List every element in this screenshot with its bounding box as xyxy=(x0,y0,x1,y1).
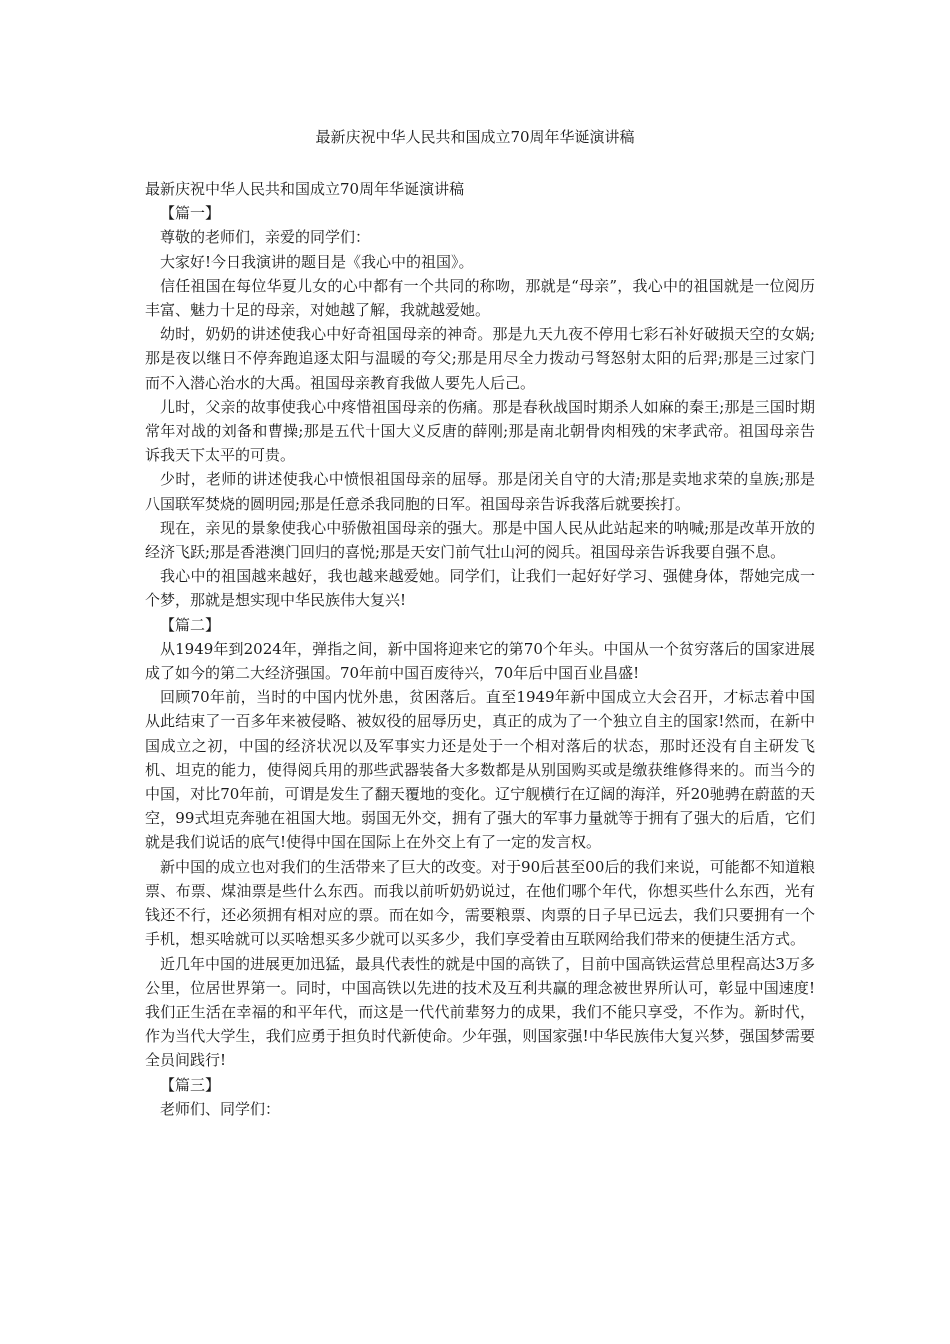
document-subtitle: 最新庆祝中华人民共和国成立70周年华诞演讲稿 xyxy=(145,180,465,198)
document-title: 最新庆祝中华人民共和国成立70周年华诞演讲稿 xyxy=(315,128,635,146)
section-heading: 【篇一】 xyxy=(160,204,221,223)
document-body xyxy=(145,177,815,1121)
paragraph: 尊敬的老师们，亲爱的同学们： xyxy=(160,228,371,247)
paragraph: 儿时，父亲的故事使我心中疼惜祖国母亲的伤痛。那是春秋战国时期杀人如麻的秦王;那是三国时期常年对战的刘备和曹操;那是五代十国大义反唐的薛刚;那是南北朝骨肉相残的宋孝武帝。祖国母亲告诉我天下太平的可贵。 xyxy=(145,397,815,465)
paragraph: 少时，老师的讲述使我心中愤恨祖国母亲的屈辱。那是闭关自守的大清;那是卖地求荣的皇族;那是八国联军焚烧的圆明园;那是任意杀我同胞的日军。祖国母亲告诉我落后就要挨打。 xyxy=(145,470,815,513)
paragraph: 幼时，奶奶的讲述使我心中好奇祖国母亲的神奇。那是九天九夜不停用七彩石补好破损天空的女娲;那是夜以继日不停奔跑追逐太阳与温暖的夸父;那是用尽全力拨动弓弩怒射太阳的后羿;那是三过家门而不入潜心治水的大禹。祖国母亲教育我做人要先人后己。 xyxy=(145,325,815,392)
paragraph: 老师们、同学们： xyxy=(160,1099,281,1118)
paragraph: 我心中的祖国越来越好，我也越来越爱她。同学们，让我们一起好好学习、强健身体，帮她完成一个梦，那就是想实现中华民族伟大复兴! xyxy=(145,567,815,610)
section-heading: 【篇三】 xyxy=(160,1075,221,1094)
paragraph: 从1949年到2024年，弹指之间，新中国将迎来它的第70个年头。中国从一个贫穷落后的国家进展成了如今的第二大经济强国。70年前中国百废待兴，70年后中国百业昌盛! xyxy=(145,639,815,683)
paragraph: 现在，亲见的景象使我心中骄傲祖国母亲的强大。那是中国人民从此站起来的呐喊;那是改革开放的经济飞跃;那是香港澳门回归的喜悦;那是天安门前气壮山河的阅兵。祖国母亲告诉我要自强不息。 xyxy=(145,518,815,562)
paragraph: 信任祖国在每位华夏儿女的心中都有一个共同的称吻，那就是“母亲”，我心中的祖国就是一位阅历丰富、魅力十足的母亲，对她越了解，我就越爱她。 xyxy=(145,276,815,320)
paragraph: 新中国的成立也对我们的生活带来了巨大的改变。对于90后甚至00后的我们来说，可能都不知道粮票、布票、煤油票是些什么东西。而我以前听奶奶说过，在他们哪个年代，你想买些什么东西，光有钱还不行，还必须拥有相对应的票。而在如今，需要粮票、肉票的日子早已远去，我们只要拥有一个手机，想买啥就可以买啥想买多少就可以买多少，我们享受着由互联网给我们带来的便捷生活方式。 xyxy=(145,857,815,949)
paragraph: 大家好!今日我演讲的题目是《我心中的祖国》。 xyxy=(160,252,474,271)
section-heading: 【篇二】 xyxy=(160,615,221,634)
paragraph: 回顾70年前，当时的中国内忧外患，贫困落后。直至1949年新中国成立大会召开，才标志着中国从此结束了一百多年来被侵略、被奴役的屈辱历史，真正的成为了一个独立自主的国家!然而，在新中国成立之初，中国的经济状况以及军事实力还是处于一个相对落后的状态，那时还没有自主研发飞机、坦克的能力，使得阅兵用的那些武器装备大多数都是从别国购买或是缴获维修得来的。而当今的中国，对比70年前，可谓是发生了翻天覆地的变化。辽宁舰横行在辽阔的海洋，歼20驰骋在蔚蓝的天空，99式坦克奔驰在祖国大地。弱国无外交，拥有了强大的军事力量就等于拥有了强大的后盾，它们就是我们说话的底气!使得中国在国际上在外交上有了一定的发言权。 xyxy=(145,688,815,852)
paragraph: 近几年中国的进展更加迅猛，最具代表性的就是中国的高铁了，目前中国高铁运营总里程高达3万多公里，位居世界第一。同时，中国高铁以先进的技术及互利共赢的理念被世界所认可，彰显中国速度!我们正生活在幸福的和平年代，而这是一代代前辈努力的成果，我们不能只享受，不作为。新时代，作为当代大学生，我们应勇于担负时代新使命。少年强，则国家强!中华民族伟大复兴梦，强国梦需要全员间践行! xyxy=(145,954,815,1070)
